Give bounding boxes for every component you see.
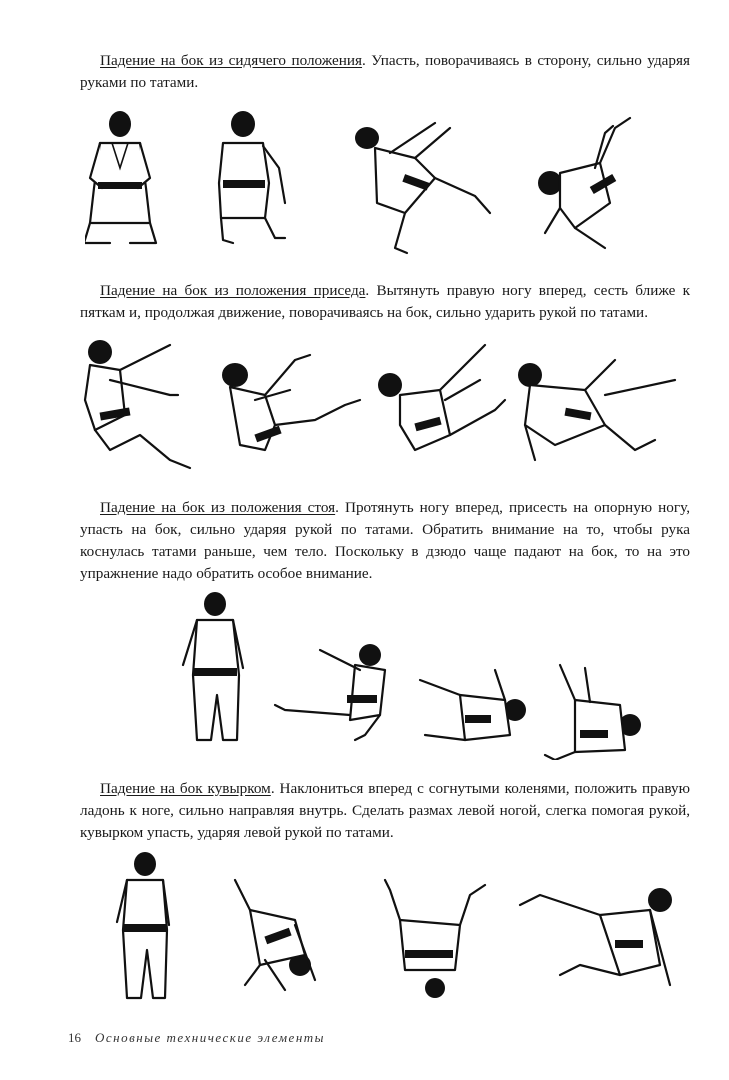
judoka-squat-leg-extended xyxy=(275,644,385,740)
judoka-sitting-leg-raised xyxy=(222,355,360,450)
judoka-sitting-front xyxy=(85,111,156,243)
figure-row-2 xyxy=(75,335,695,475)
page-number: 16 xyxy=(68,1030,81,1045)
section-4-title: Падение на бок кувырком xyxy=(100,780,271,797)
judoka-side-fall-arm-slap xyxy=(518,360,675,460)
judoka-rolling-inverted xyxy=(385,880,485,998)
judoka-side-landing xyxy=(520,888,672,985)
judoka-rolling-back xyxy=(355,123,490,253)
section-4-text: . Наклониться вперед с согнутыми коленями, положить правую ладонь к ноге, сильно направляя внутрь. Сделать размах левой ногой, слегка помогая рукой, кувырком упасть, ударяя левой рукой по татами. xyxy=(80,780,690,841)
judoka-rolling-legs-up xyxy=(378,345,505,450)
judoka-standing xyxy=(183,592,243,740)
figure-row-1 xyxy=(85,108,685,258)
page-footer xyxy=(68,1030,325,1046)
judoka-squatting-leg-forward xyxy=(85,340,190,468)
section-4-paragraph xyxy=(80,778,690,844)
section-2-title: Падение на бок из положения приседа xyxy=(100,282,366,299)
figure-row-4 xyxy=(105,850,695,1010)
running-title: Основные технические элементы xyxy=(95,1030,325,1045)
judoka-sitting-turning xyxy=(219,111,285,243)
figure-row-3 xyxy=(175,590,655,760)
section-1-paragraph xyxy=(80,50,690,94)
section-1-text: . Упасть, поворачиваясь в сторону, сильно ударяя руками по татами. xyxy=(80,52,690,91)
judoka-side-legs-up xyxy=(538,118,630,248)
judoka-rolling-back-standing xyxy=(420,670,526,740)
section-3-text: . Протянуть ногу вперед, присесть на опорную ногу, упасть на бок, сильно ударяя рукой по татами. Обратить внимание на то, чтобы рука коснулась татами раньше, чем тело. Поскольку в дзюдо чаще падают на бок, то на это упражнение надо обратить особое внимание. xyxy=(80,499,690,582)
section-3-title: Падение на бок из положения стоя xyxy=(100,499,336,516)
section-2-text: . Вытянуть правую ногу вперед, сесть ближе к пяткам и, продолжая движение, поворачиваясь на бок, сильно ударить рукой по татами. xyxy=(80,282,691,321)
judoka-bending-forward xyxy=(235,880,315,990)
judoka-standing-ready xyxy=(117,852,169,998)
section-2-paragraph xyxy=(80,280,690,324)
section-1-title: Падение на бок из сидячего положения xyxy=(100,52,363,69)
judoka-side-fall-standing xyxy=(545,665,641,760)
section-3-paragraph xyxy=(80,497,690,585)
